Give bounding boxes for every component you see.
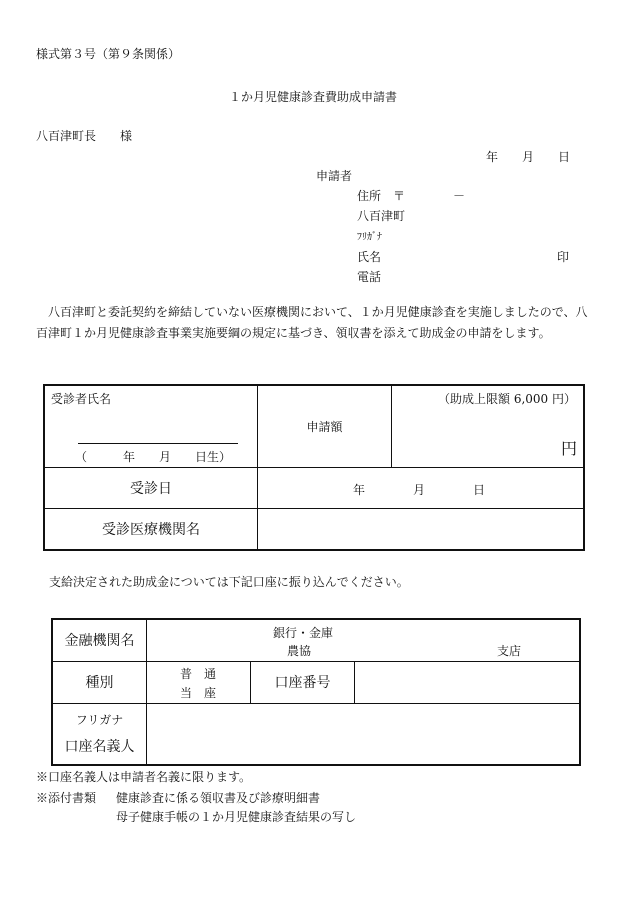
yen-unit: 円 [560, 439, 577, 458]
seal-mark: 印 [557, 250, 570, 264]
name-underline [78, 443, 238, 444]
town-label: 八百津町 [357, 209, 406, 223]
account-type-cell[interactable] [147, 661, 251, 703]
bank-types: 銀行・金庫 [273, 626, 334, 640]
attachment-1: 健康診査に係る領収書及び診療明細書 [116, 791, 321, 805]
transfer-note: 支給決定された助成金については下記口座に振り込んでください。 [49, 575, 409, 589]
exam-table [43, 384, 585, 551]
branch-label: 支店 [497, 644, 522, 658]
exam-date-cell[interactable] [258, 467, 585, 508]
application-date: 年 月 日 [486, 150, 571, 164]
holder-furigana-label: フリガナ [75, 713, 124, 728]
applicant-heading: 申請者 [316, 169, 353, 183]
exam-date-label: 受診日 [130, 480, 172, 497]
account-type-label-cell [52, 661, 147, 703]
attachment-2: 母子健康手帳の１か月児健康診査結果の写し [116, 810, 357, 824]
agri-coop: 農協 [287, 644, 312, 658]
account-number-label-cell [251, 661, 355, 703]
amount-label-cell [258, 385, 392, 467]
ordinary-option[interactable]: 普 通 [180, 666, 217, 681]
form-title: １か月児健康診査費助成申請書 [229, 90, 398, 104]
holder-name-label: 口座名義人 [64, 739, 135, 756]
institution-label: 受診医療機関名 [102, 521, 200, 538]
holder-note: ※口座名義人は申請者名義に限ります。 [36, 770, 252, 784]
addressee: 八百津町長 様 [36, 129, 133, 143]
bank-name-label: 金融機関名 [64, 633, 135, 650]
holder-cell[interactable] [147, 703, 581, 765]
bank-name-cell[interactable] [147, 619, 581, 661]
furigana-label: ﾌﾘｶﾞﾅ [357, 232, 382, 243]
subsidy-limit-note: （助成上限額 6,000 円） [438, 392, 576, 406]
bank-table [51, 618, 581, 766]
attachment-label: ※添付書類 [36, 791, 97, 805]
exam-date-value: 年 月 日 [353, 482, 486, 497]
phone-label: 電話 [357, 270, 382, 284]
form-number: 様式第３号（第９条関係） [36, 47, 181, 61]
current-option[interactable]: 当 座 [180, 685, 217, 700]
patient-name-cell[interactable] [44, 385, 258, 467]
exam-date-label-cell [44, 467, 258, 508]
name-label: 氏名 [357, 250, 382, 264]
amount-cell[interactable] [392, 385, 585, 467]
bank-name-label-cell [52, 619, 147, 661]
address-label: 住所 〒 － [357, 189, 466, 203]
institution-label-cell [44, 508, 258, 550]
account-number-label: 口座番号 [274, 675, 331, 691]
holder-label-cell [52, 703, 147, 765]
patient-name-label: 受診者氏名 [51, 392, 112, 406]
account-number-cell[interactable] [355, 661, 581, 703]
amount-label: 申請額 [306, 419, 343, 434]
account-type-label: 種別 [85, 675, 114, 691]
birth-date-line: （ 年 月 日生） [75, 450, 232, 464]
institution-cell[interactable] [258, 508, 585, 550]
body-paragraph: 八百津町と委託契約を締結していない医療機関において、１か月児健康診査を実施しましたので、八百津町１か月児健康診査事業実施要綱の規定に基づき、領収書を添えて助成金の申請をします。 [36, 305, 588, 340]
